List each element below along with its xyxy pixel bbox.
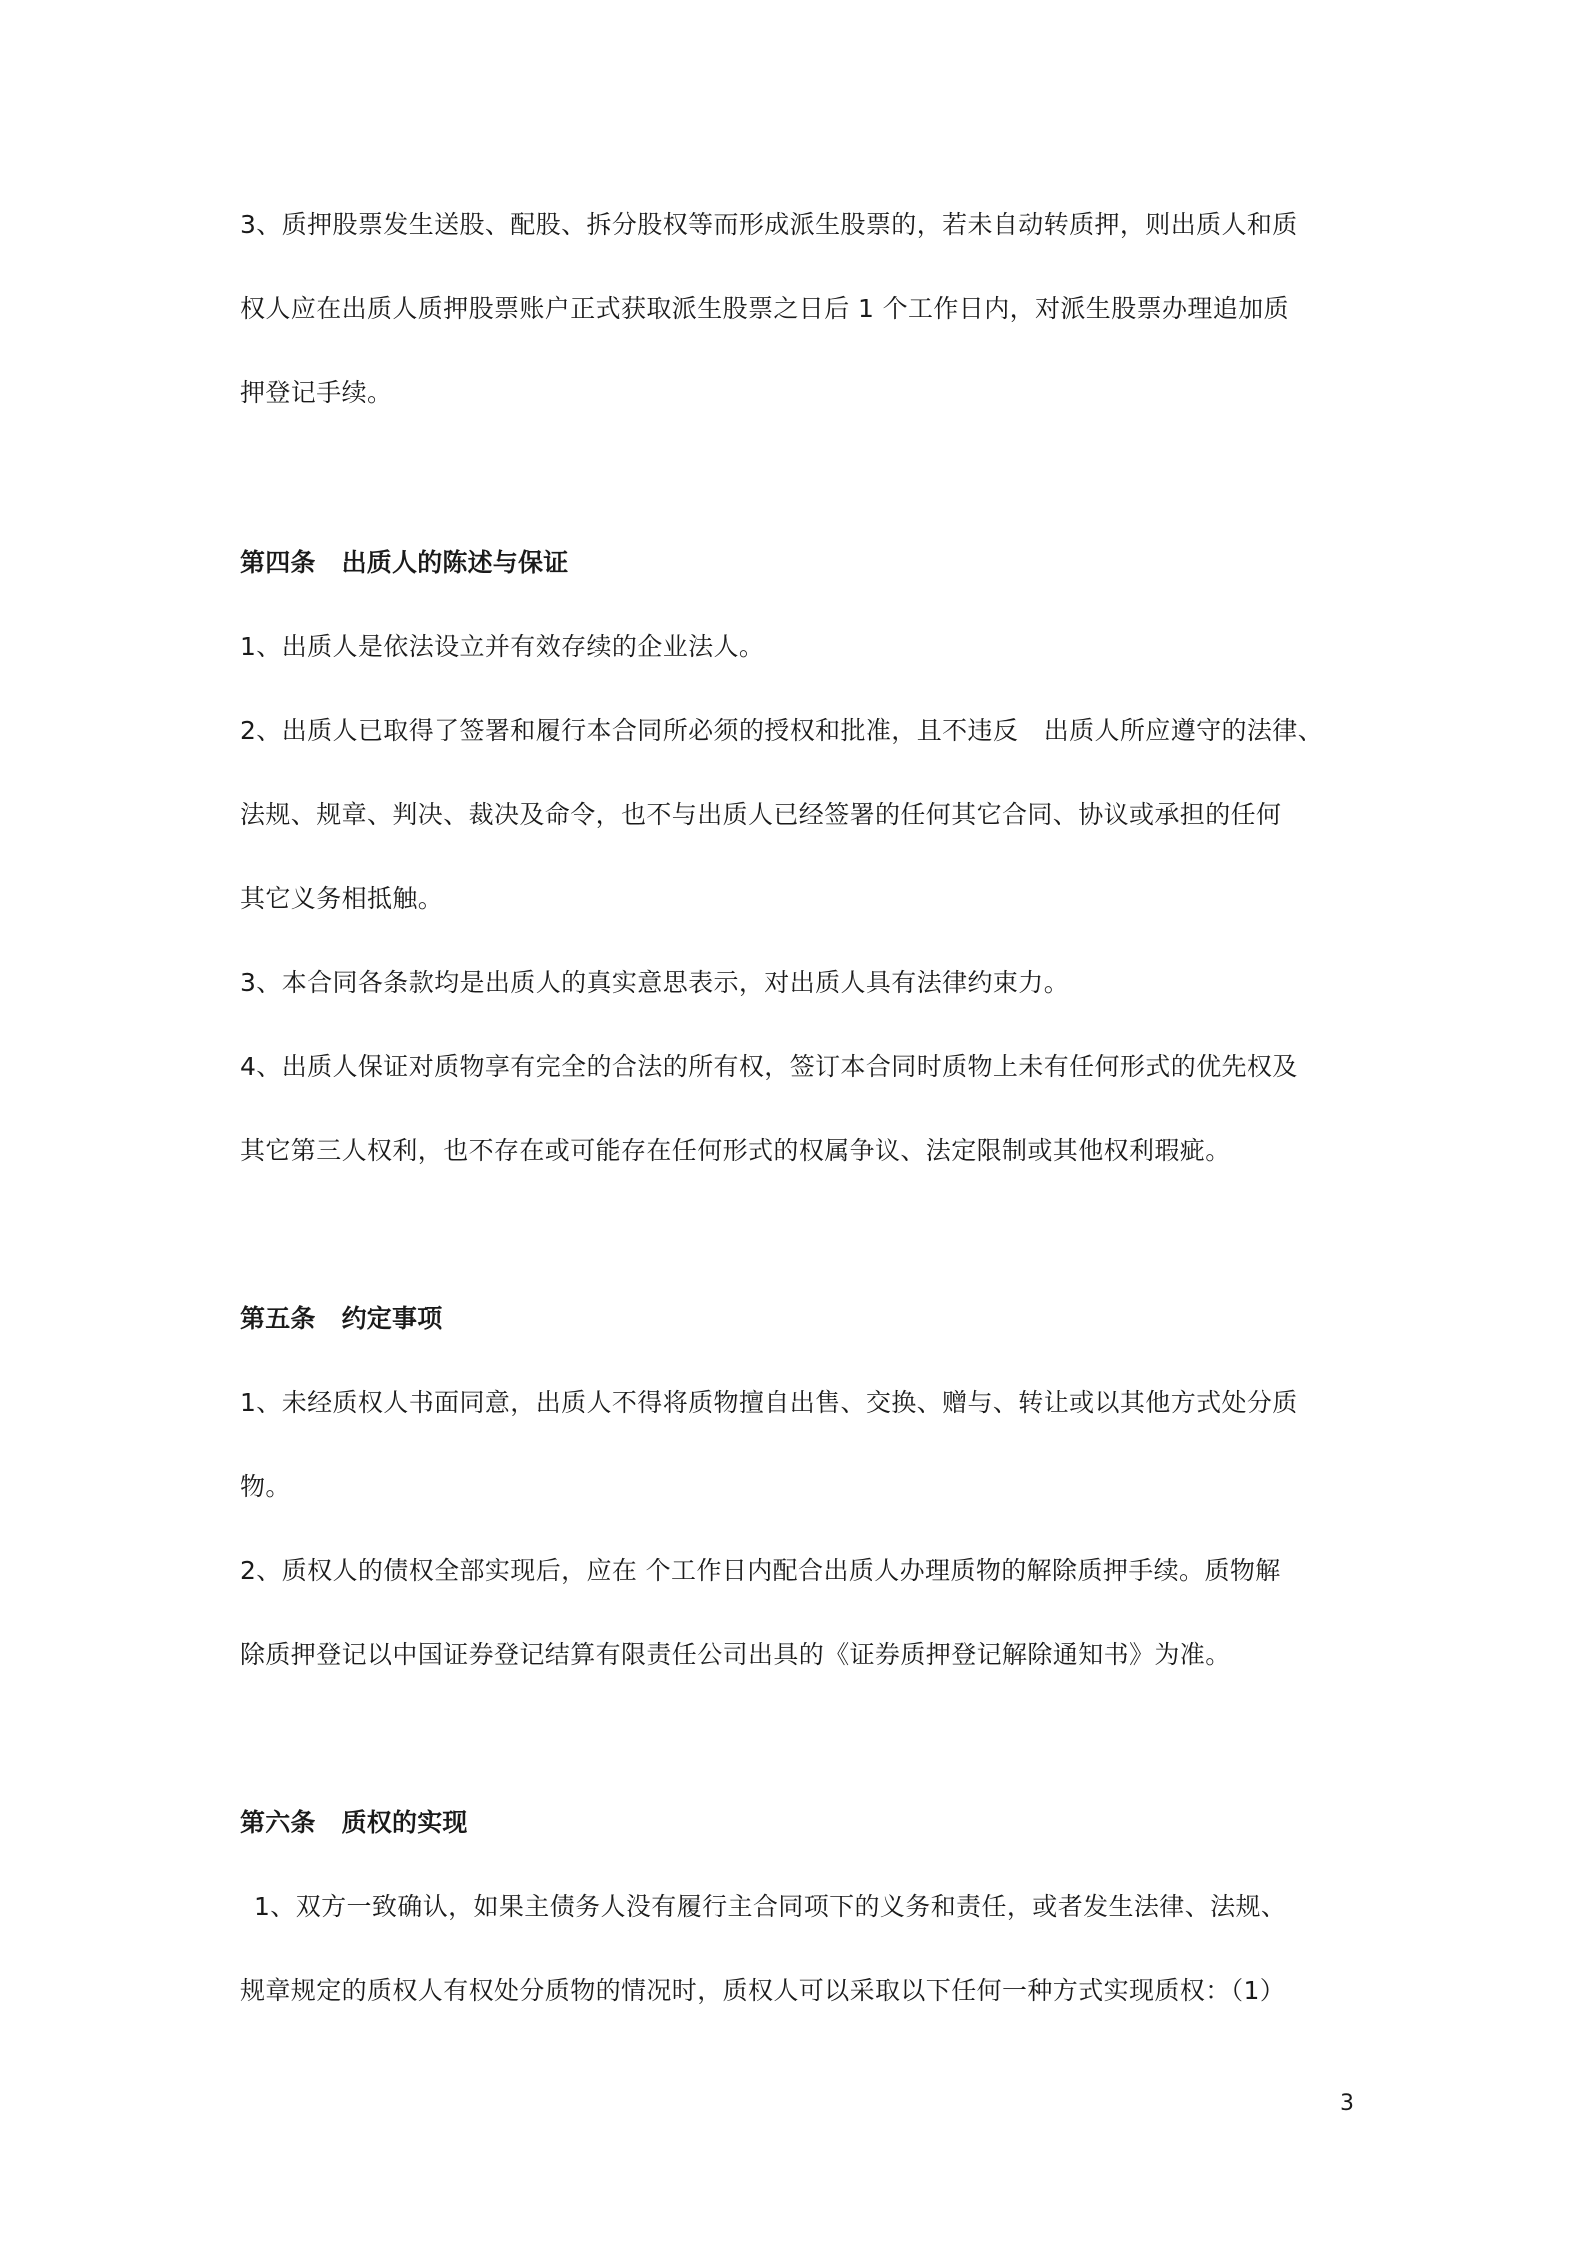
paragraph-line: 规章规定的质权人有权处分质物的情况时，质权人可以采取以下任何一种方式实现质权：（1）: [240, 1976, 1286, 2005]
article-6-heading: [240, 1806, 468, 1840]
article-title: 约定事项: [341, 1304, 443, 1333]
article-title: 质权的实现: [341, 1808, 468, 1837]
paragraph-line: 2、出质人已取得了签署和履行本合同所必须的授权和批准，且不违反 出质人所应遵守的法律、: [240, 716, 1324, 745]
article-number: 第四条: [240, 548, 316, 577]
paragraph-line: 3、质押股票发生送股、配股、拆分股权等而形成派生股票的，若未自动转质押，则出质人和质: [240, 210, 1298, 239]
paragraph-line: 1、出质人是依法设立并有效存续的企业法人。: [240, 632, 765, 661]
paragraph-line: 其它义务相抵触。: [240, 884, 444, 913]
article-5-heading: [240, 1302, 442, 1336]
paragraph-line: 3、本合同各条款均是出质人的真实意思表示，对出质人具有法律约束力。: [240, 968, 1070, 997]
paragraph-line: 除质押登记以中国证券登记结算有限责任公司出具的《证券质押登记解除通知书》为准。: [240, 1640, 1231, 1669]
page-number: 3: [1340, 2091, 1354, 2116]
paragraph-line: 法规、规章、判决、裁决及命令，也不与出质人已经签署的任何其它合同、协议或承担的任何: [240, 800, 1282, 829]
paragraph-line: 物。: [240, 1472, 291, 1501]
article-number: 第五条: [240, 1304, 316, 1333]
article-number: 第六条: [240, 1808, 316, 1837]
article-title: 出质人的陈述与保证: [341, 548, 569, 577]
paragraph-line: 4、出质人保证对质物享有完全的合法的所有权，签订本合同时质物上未有任何形式的优先权及: [240, 1052, 1298, 1081]
article-4-heading: [240, 546, 568, 580]
paragraph-line: 押登记手续。: [240, 378, 393, 407]
paragraph-line: 1、未经质权人书面同意，出质人不得将质物擅自出售、交换、赠与、转让或以其他方式处分质: [240, 1388, 1298, 1417]
paragraph-line: 2、质权人的债权全部实现后，应在 个工作日内配合出质人办理质物的解除质押手续。质物解: [240, 1556, 1281, 1585]
paragraph-line: 其它第三人权利，也不存在或可能存在任何形式的权属争议、法定限制或其他权利瑕疵。: [240, 1136, 1231, 1165]
paragraph-line: 权人应在出质人质押股票账户正式获取派生股票之日后 1 个工作日内，对派生股票办理追加质: [240, 294, 1290, 323]
paragraph-line: 1、双方一致确认，如果主债务人没有履行主合同项下的义务和责任，或者发生法律、法规、: [254, 1892, 1287, 1921]
